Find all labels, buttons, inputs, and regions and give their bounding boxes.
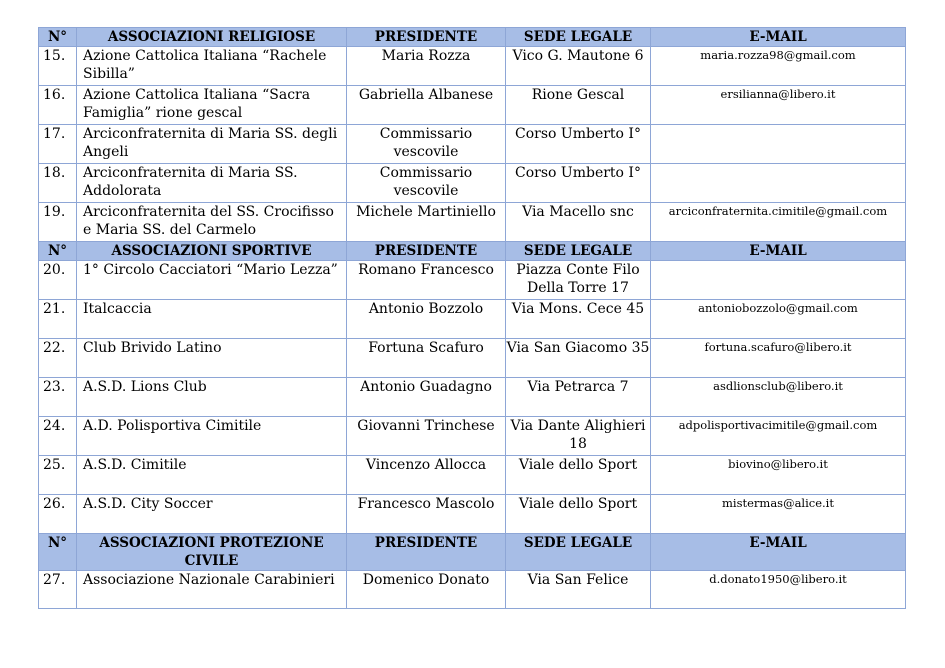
legal-seat: Via San Giacomo 35 [506, 339, 651, 378]
email-address: arciconfraternita.cimitile@gmail.com [651, 203, 906, 242]
table-row [39, 86, 906, 125]
association-name: Associazione Nazionale Carabinieri [77, 571, 347, 609]
association-name: A.S.D. Cimitile [77, 456, 347, 495]
section-title: ASSOCIAZIONI PROTEZIONE CIVILE [77, 534, 347, 571]
header-num: N° [39, 242, 77, 261]
president-name: Commissario vescovile [347, 125, 506, 164]
row-number: 23. [39, 378, 77, 417]
header-seat: SEDE LEGALE [506, 534, 651, 571]
association-name: A.D. Polisportiva Cimitile [77, 417, 347, 456]
association-name: 1° Circolo Cacciatori “Mario Lezza” [77, 261, 347, 300]
row-number: 25. [39, 456, 77, 495]
legal-seat: Corso Umberto I° [506, 164, 651, 203]
row-number: 16. [39, 86, 77, 125]
section-header-religiose [39, 28, 906, 47]
association-name: A.S.D. City Soccer [77, 495, 347, 534]
row-number: 18. [39, 164, 77, 203]
table-row [39, 164, 906, 203]
header-president: PRESIDENTE [347, 534, 506, 571]
row-number: 26. [39, 495, 77, 534]
header-president: PRESIDENTE [347, 28, 506, 47]
row-number: 24. [39, 417, 77, 456]
association-name: Arciconfraternita di Maria SS. degli Angeli [77, 125, 347, 164]
header-num: N° [39, 534, 77, 571]
email-address: adpolisportivacimitile@gmail.com [651, 417, 906, 456]
email-address: mistermas@alice.it [651, 495, 906, 534]
table-row [39, 378, 906, 417]
row-number: 21. [39, 300, 77, 339]
row-number: 22. [39, 339, 77, 378]
president-name: Vincenzo Allocca [347, 456, 506, 495]
section-header-sportive [39, 242, 906, 261]
associations-table [38, 27, 906, 609]
row-number: 19. [39, 203, 77, 242]
section-title: ASSOCIAZIONI RELIGIOSE [77, 28, 347, 47]
president-name: Francesco Mascolo [347, 495, 506, 534]
legal-seat: Viale dello Sport [506, 456, 651, 495]
header-email: E-MAIL [651, 534, 906, 571]
header-email: E-MAIL [651, 28, 906, 47]
table-row [39, 571, 906, 609]
legal-seat: Piazza Conte Filo Della Torre 17 [506, 261, 651, 300]
legal-seat: Via Petrarca 7 [506, 378, 651, 417]
president-name: Fortuna Scafuro [347, 339, 506, 378]
email-address: maria.rozza98@gmail.com [651, 47, 906, 86]
legal-seat: Viale dello Sport [506, 495, 651, 534]
president-name: Gabriella Albanese [347, 86, 506, 125]
legal-seat: Vico G. Mautone 6 [506, 47, 651, 86]
president-name: Antonio Bozzolo [347, 300, 506, 339]
association-name: Arciconfraternita del SS. Crocifisso e Maria SS. del Carmelo [77, 203, 347, 242]
header-seat: SEDE LEGALE [506, 242, 651, 261]
table-row [39, 495, 906, 534]
email-address: biovino@libero.it [651, 456, 906, 495]
legal-seat: Via Mons. Cece 45 [506, 300, 651, 339]
header-seat: SEDE LEGALE [506, 28, 651, 47]
association-name: Italcaccia [77, 300, 347, 339]
president-name: Domenico Donato [347, 571, 506, 609]
header-president: PRESIDENTE [347, 242, 506, 261]
association-name: Club Brivido Latino [77, 339, 347, 378]
table-row [39, 203, 906, 242]
row-number: 20. [39, 261, 77, 300]
row-number: 17. [39, 125, 77, 164]
header-email: E-MAIL [651, 242, 906, 261]
table-row [39, 456, 906, 495]
table-row [39, 300, 906, 339]
association-name: Azione Cattolica Italiana “Rachele Sibilla” [77, 47, 347, 86]
president-name: Commissario vescovile [347, 164, 506, 203]
table-row [39, 261, 906, 300]
associations-document [38, 27, 905, 609]
legal-seat: Rione Gescal [506, 86, 651, 125]
section-title: ASSOCIAZIONI SPORTIVE [77, 242, 347, 261]
row-number: 15. [39, 47, 77, 86]
section-header-protezione-civile [39, 534, 906, 571]
email-address: ersilianna@libero.it [651, 86, 906, 125]
email-address: fortuna.scafuro@libero.it [651, 339, 906, 378]
president-name: Romano Francesco [347, 261, 506, 300]
president-name: Maria Rozza [347, 47, 506, 86]
header-num: N° [39, 28, 77, 47]
table-row [39, 417, 906, 456]
legal-seat: Via Macello snc [506, 203, 651, 242]
email-address [651, 164, 906, 203]
table-row [39, 339, 906, 378]
email-address [651, 261, 906, 300]
email-address: antoniobozzolo@gmail.com [651, 300, 906, 339]
row-number: 27. [39, 571, 77, 609]
legal-seat: Corso Umberto I° [506, 125, 651, 164]
president-name: Antonio Guadagno [347, 378, 506, 417]
legal-seat: Via San Felice [506, 571, 651, 609]
email-address [651, 125, 906, 164]
president-name: Giovanni Trinchese [347, 417, 506, 456]
association-name: A.S.D. Lions Club [77, 378, 347, 417]
president-name: Michele Martiniello [347, 203, 506, 242]
legal-seat: Via Dante Alighieri 18 [506, 417, 651, 456]
table-row [39, 125, 906, 164]
email-address: d.donato1950@libero.it [651, 571, 906, 609]
table-row [39, 47, 906, 86]
email-address: asdlionsclub@libero.it [651, 378, 906, 417]
association-name: Arciconfraternita di Maria SS. Addolorata [77, 164, 347, 203]
association-name: Azione Cattolica Italiana “Sacra Famiglia” rione gescal [77, 86, 347, 125]
